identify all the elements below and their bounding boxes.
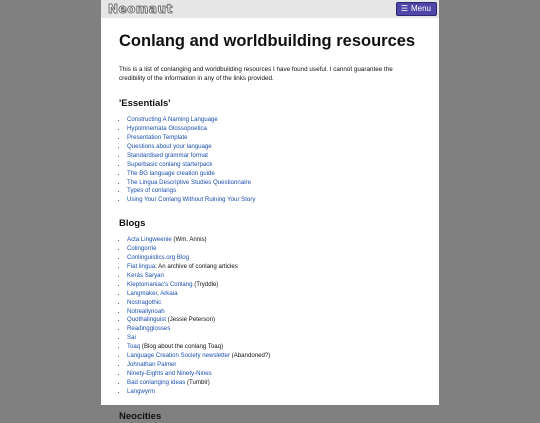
list-item <box>127 245 421 254</box>
resource-link[interactable]: Langwyrm <box>127 387 156 395</box>
list-item <box>127 187 421 196</box>
hamburger-icon: ☰ <box>400 4 408 13</box>
list-item <box>127 281 421 290</box>
list-item <box>127 125 421 134</box>
top-navigation-bar <box>101 0 439 18</box>
menu-button-label: Menu <box>410 4 431 13</box>
resource-note: (Tumblr) <box>185 378 210 386</box>
resource-link[interactable]: Bad conlanging ideas <box>127 378 186 386</box>
list-item <box>127 152 421 161</box>
list-item <box>127 352 421 361</box>
resource-link[interactable]: Standardised grammar format <box>127 151 208 159</box>
resource-link[interactable]: Language Creation Society newsletter <box>127 352 230 360</box>
resource-link[interactable]: Types of conlangs <box>127 187 177 195</box>
resource-link[interactable]: Langmaker, Arkaia <box>127 289 178 297</box>
resource-link[interactable]: Constructing A Naming Language <box>127 116 218 124</box>
list-item <box>127 361 421 370</box>
list-item <box>127 134 421 143</box>
site-logo[interactable]: Neomaut <box>108 2 173 16</box>
resource-link[interactable]: Conlinguistics.org Blog <box>127 254 189 262</box>
resource-note: (Wm. Annis) <box>171 236 207 244</box>
list-item <box>127 325 421 334</box>
intro-paragraph: This is a list of conlanging and worldbuilding resources I have found useful. I cannot guarantee the credibility of the information in any of the links provided. <box>119 66 393 82</box>
list-item <box>127 196 421 205</box>
resource-link[interactable]: Ninety-Eights and Ninety-Nines <box>127 369 212 377</box>
list-item <box>127 161 421 170</box>
resource-link[interactable]: Readingglosses <box>127 325 171 333</box>
list-item <box>127 254 421 263</box>
list-item <box>127 179 421 188</box>
essentials-list <box>119 116 421 205</box>
main-content <box>101 18 439 422</box>
list-item <box>127 334 421 343</box>
list-item <box>127 388 421 397</box>
resource-link[interactable]: Questions about your language <box>127 142 212 150</box>
section-heading-blogs: Blogs <box>119 218 146 230</box>
resource-link[interactable]: Notreallynoah <box>127 307 165 315</box>
resource-link[interactable]: Presentation Template <box>127 134 188 141</box>
resource-note: (Jessie Peterson) <box>165 316 216 324</box>
resource-link[interactable]: Kleptomaniac's Conlang <box>127 280 193 288</box>
resource-link[interactable]: Fiat lingua <box>127 262 156 270</box>
list-item <box>127 379 421 388</box>
list-item <box>127 343 421 352</box>
resource-link[interactable]: Acta Lingweenie <box>127 236 172 244</box>
list-item <box>127 308 421 317</box>
resource-link[interactable]: Toaq <box>127 343 141 351</box>
resource-link[interactable]: The Lingua Descriptive Studies Questionnaire <box>127 178 251 186</box>
list-item <box>127 272 421 281</box>
resource-link[interactable]: Quothalinguist <box>127 316 166 324</box>
list-item <box>127 263 421 272</box>
blogs-list <box>119 236 421 396</box>
resource-link[interactable]: Superbasic conlang starterpack <box>127 160 213 168</box>
list-item <box>127 143 421 152</box>
list-item <box>127 316 421 325</box>
list-item <box>127 170 421 179</box>
page-title: Conlang and worldbuilding resources <box>119 32 416 50</box>
resource-link[interactable]: Kerás Saryan <box>127 271 164 279</box>
list-item <box>127 236 421 245</box>
section-heading-essentials: 'Essentials' <box>119 98 171 110</box>
resource-note: (Tryddle) <box>192 280 219 288</box>
list-item <box>127 290 421 299</box>
resource-link[interactable]: Colingorrie <box>127 245 157 253</box>
section-heading-neocities: Neocities <box>119 410 162 422</box>
resource-note: : An archive of conlang articles <box>155 262 238 270</box>
list-item <box>127 370 421 379</box>
resource-note: (Abandoned?) <box>229 352 271 360</box>
resource-link[interactable]: The BG language creation guide <box>127 169 215 177</box>
list-item <box>127 116 421 125</box>
resource-link[interactable]: Hypomnemata Glossopoetica <box>127 125 207 133</box>
resource-link[interactable]: Johnathan Palmer <box>127 360 177 368</box>
resource-link[interactable]: Using Your Conlang Without Ruining Your Story <box>127 196 256 204</box>
resource-note: (Blog about the conlang Toaq) <box>140 343 224 351</box>
list-item <box>127 299 421 308</box>
menu-button[interactable] <box>396 2 437 16</box>
resource-link[interactable]: Nostragothic <box>127 298 162 306</box>
resource-link[interactable]: Sai <box>127 334 136 342</box>
